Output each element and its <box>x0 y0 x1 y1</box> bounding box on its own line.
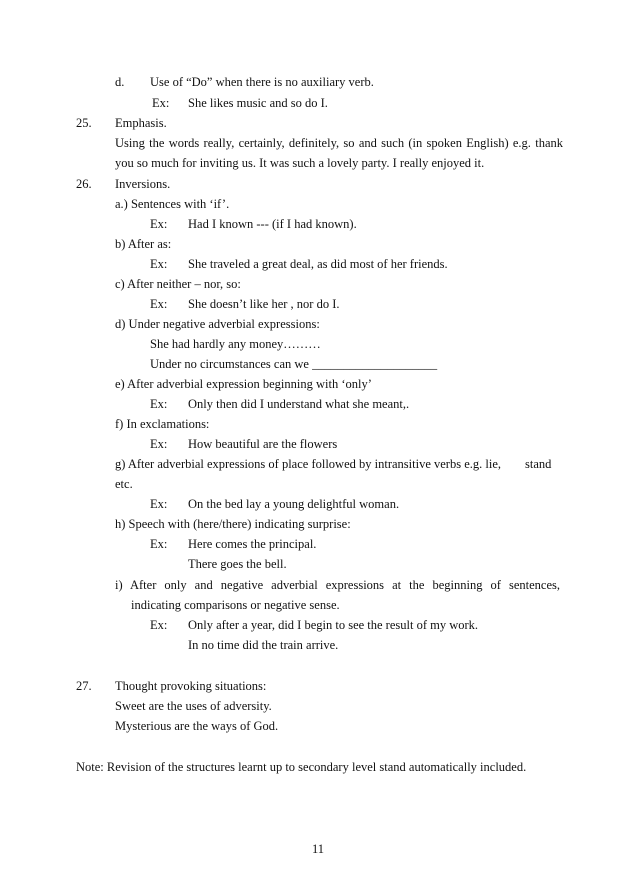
item-26i-continuation: indicating comparisons or negative sense. <box>131 598 340 612</box>
item-d-example-label: Ex: <box>152 96 170 110</box>
item-26g-label: g) After adverbial expressions of place followed by intransitive verbs e.g. lie, <box>115 457 501 471</box>
item-26b-label: b) After as: <box>115 237 172 251</box>
item-26d-line-2: Under no circumstances can we ____________________ <box>150 357 438 371</box>
item-25-number: 25. <box>76 116 92 130</box>
item-26g-label-end: stand <box>525 457 552 471</box>
item-26c-label: c) After neither – nor, so: <box>115 277 241 291</box>
item-25-title: Emphasis. <box>115 116 167 130</box>
page-number: 11 <box>312 842 325 856</box>
item-26e-label: e) After adverbial expression beginning with ‘only’ <box>115 377 372 391</box>
item-26a-label: a.) Sentences with ‘if’. <box>115 197 230 211</box>
item-d-example: She likes music and so do I. <box>188 96 328 110</box>
item-d-text: Use of “Do” when there is no auxiliary verb. <box>150 75 374 89</box>
item-26a-example: Had I known --- (if I had known). <box>188 217 357 231</box>
item-d-marker: d. <box>115 75 125 89</box>
revision-note: Note: Revision of the structures learnt up to secondary level stand automatically included. <box>76 760 527 774</box>
item-27-number: 27. <box>76 679 92 693</box>
item-26b-example: She traveled a great deal, as did most of her friends. <box>188 257 448 271</box>
item-26h-example-1: Here comes the principal. <box>188 537 317 551</box>
item-26g-example: On the bed lay a young delightful woman. <box>188 497 400 511</box>
item-27-line-1: Sweet are the uses of adversity. <box>115 699 272 713</box>
item-27-title: Thought provoking situations: <box>115 679 267 693</box>
item-26d-line-1: She had hardly any money……… <box>150 337 321 351</box>
item-26i-example-label: Ex: <box>150 618 168 632</box>
item-26e-example-label: Ex: <box>150 397 168 411</box>
item-26f-example: How beautiful are the flowers <box>188 437 338 451</box>
item-26g-example-label: Ex: <box>150 497 168 511</box>
item-26-number: 26. <box>76 177 92 191</box>
item-25-line-2: you so much for inviting us. It was such a lovely party. I really enjoyed it. <box>115 156 485 170</box>
item-26a-example-label: Ex: <box>150 217 168 231</box>
item-25-line-1: Using the words really, certainly, definitely, so and such (in spoken English) e.g. thank <box>115 136 563 150</box>
item-26-title: Inversions. <box>115 177 171 191</box>
item-27-line-2: Mysterious are the ways of God. <box>115 719 279 733</box>
item-26h-example-label: Ex: <box>150 537 168 551</box>
item-26i-example-1: Only after a year, did I begin to see the result of my work. <box>188 618 479 632</box>
item-26f-example-label: Ex: <box>150 437 168 451</box>
item-26e-example: Only then did I understand what she meant,. <box>188 397 410 411</box>
item-26h-label: h) Speech with (here/there) indicating surprise: <box>115 517 351 531</box>
item-26d-label: d) Under negative adverbial expressions: <box>115 317 320 331</box>
item-26g-continuation: etc. <box>115 477 133 491</box>
item-26b-example-label: Ex: <box>150 257 168 271</box>
item-26c-example-label: Ex: <box>150 297 168 311</box>
item-26i-label: i) After only and negative adverbial expressions at the beginning of sentences, <box>115 578 560 592</box>
item-26i-example-2: In no time did the train arrive. <box>188 638 339 652</box>
item-26c-example: She doesn’t like her , nor do I. <box>188 297 340 311</box>
item-26f-label: f) In exclamations: <box>115 417 210 431</box>
item-26h-example-2: There goes the bell. <box>188 557 287 571</box>
